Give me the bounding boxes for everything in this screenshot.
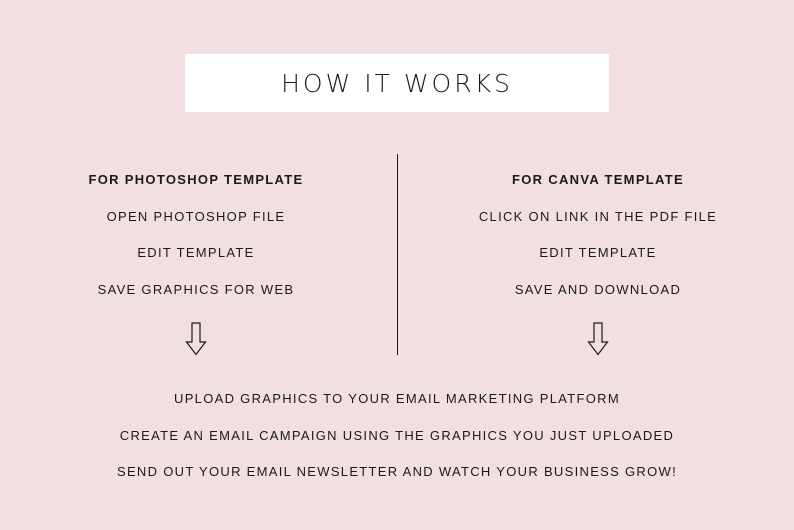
- down-arrow-icon: [185, 322, 207, 356]
- photoshop-heading: FOR PHOTOSHOP TEMPLATE: [88, 172, 304, 187]
- photoshop-step-1: OPEN PHOTOSHOP FILE: [106, 208, 286, 224]
- final-steps: [0, 389, 794, 499]
- canva-step-3: SAVE AND DOWNLOAD: [514, 281, 682, 297]
- column-divider: [397, 154, 398, 355]
- down-arrow-icon: [587, 322, 609, 356]
- canva-heading: FOR CANVA TEMPLATE: [512, 172, 684, 187]
- page-title: HOW IT WORKS: [281, 68, 513, 98]
- canva-step-1: CLICK ON LINK IN THE PDF FILE: [478, 208, 718, 224]
- photoshop-column: [46, 170, 346, 300]
- canva-column: [448, 170, 748, 300]
- final-step-3: SEND OUT YOUR EMAIL NEWSLETTER AND WATCH YOUR BUSINESS GROW!: [116, 464, 678, 479]
- photoshop-step-2: EDIT TEMPLATE: [137, 245, 255, 260]
- canva-step-2: EDIT TEMPLATE: [539, 245, 657, 260]
- final-step-1: UPLOAD GRAPHICS TO YOUR EMAIL MARKETING PLATFORM: [174, 391, 620, 406]
- title-box: [185, 54, 609, 112]
- photoshop-step-3: SAVE GRAPHICS FOR WEB: [97, 281, 295, 297]
- final-step-2: CREATE AN EMAIL CAMPAIGN USING THE GRAPHICS YOU JUST UPLOADED: [119, 427, 675, 443]
